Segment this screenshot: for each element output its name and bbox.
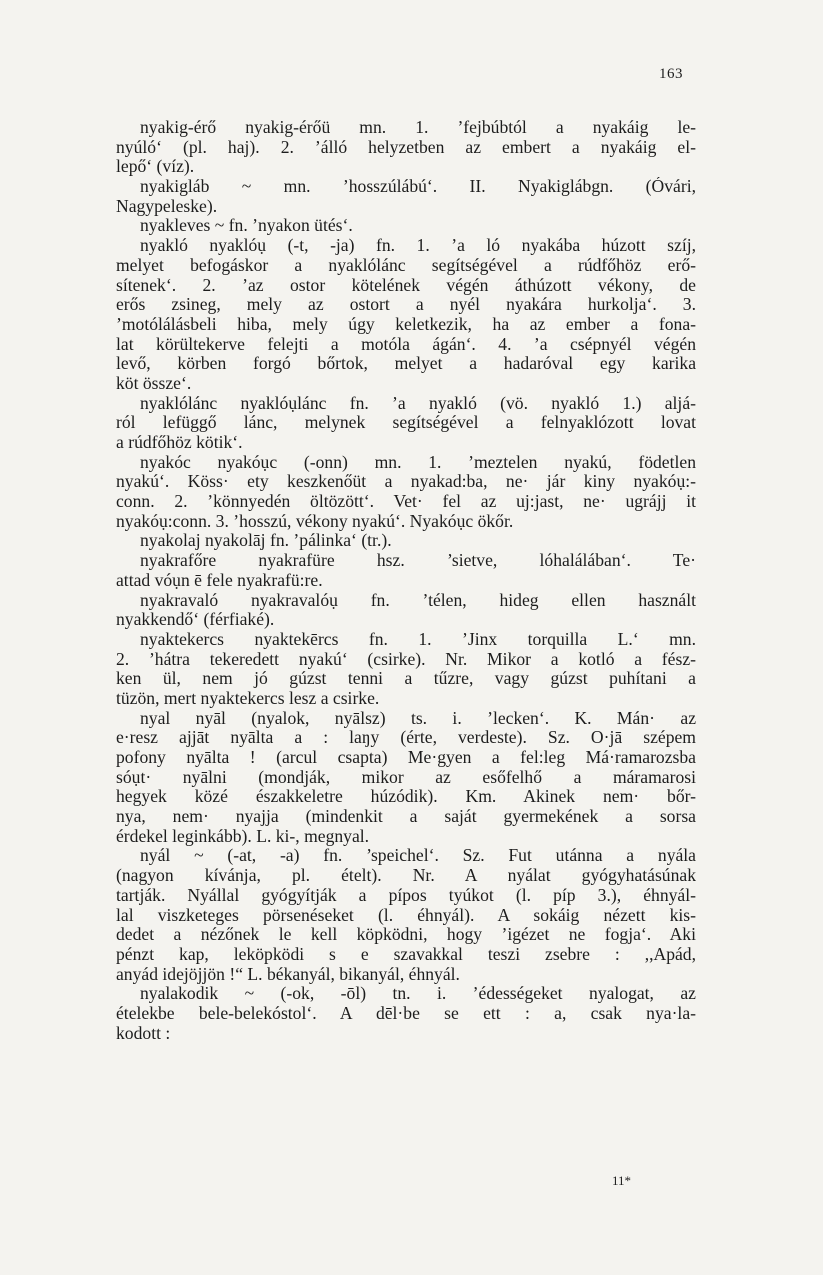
- text-line: lat körültekerve felejti a motóla ágán‘. 4. ’a csépnyél végén: [116, 334, 696, 354]
- text-line: nyúló‘ (pl. haj). 2. ’álló helyzetben az embert a nyakáig el-: [116, 137, 696, 157]
- text-line: pofony nyālta ! (arcul csapta) Me·gyen a fel:leg Má·ramarozsba: [116, 748, 696, 767]
- text-line: nyakkendő‘ (férfiaké).: [116, 610, 275, 630]
- text-line: ról lefüggő lánc, melynek segítségével a felnyaklózott lovat: [116, 413, 696, 433]
- text-line: ételekbe bele-belekóstol‘. A dēl·be se ett : a, csak nya·la-: [116, 1003, 696, 1023]
- text-line: ’motólálásbeli hiba, mely úgy keletkezik, ha az ember a fona-: [116, 314, 696, 334]
- text-line: anyád idejöjjön !“ L. békanyál, bikanyál, éhnyál.: [116, 964, 460, 984]
- signature-mark: 11*: [612, 1173, 632, 1188]
- text-line: nyakravaló nyakravalóụ fn. ’télen, hideg ellen használt: [140, 590, 696, 610]
- text-line: nyal nyāl (nyalok, nyālsz) ts. i. ’lecken‘. K. Mán· az: [140, 708, 696, 728]
- text-line: levő, körben forgó bőrtok, melyet a hadaróval egy karika: [116, 354, 696, 374]
- text-line: sóụt· nyālni (mondják, mikor az esőfelhő a máramarosi: [116, 767, 696, 787]
- text-line: (nagyon kívánja, pl. ételt). Nr. A nyálat gyógyhatásúnak: [116, 866, 696, 886]
- text-line: e·resz ajjāt nyālta a : laŋy (érte, verdeste). Sz. O·jā szépem: [116, 728, 696, 748]
- text-line: nyakigláb ~ mn. ’hosszúlábú‘. II. Nyakiglábgn. (Óvári,: [140, 177, 696, 197]
- text-line: érdekel leginkább). L. ki-, megnyal.: [116, 826, 370, 846]
- text-line: nya, nem· nyajja (mindenkit a saját gyermekének a sorsa: [116, 807, 696, 827]
- text-line: attad vóụn ē fele nyakrafü:re.: [116, 570, 323, 590]
- text-line: nyál ~ (-at, -a) fn. ’speichel‘. Sz. Fut utánna a nyála: [140, 846, 696, 866]
- text-line: nyakló nyaklóụ (-t, -ja) fn. 1. ’a ló nyakába húzott szíj,: [140, 236, 696, 256]
- text-line: nyakrafőre nyakrafüre hsz. ’sietve, lóhalálában‘. Te·: [140, 551, 696, 571]
- text-line: erős zsineg, mely az ostort a nyél nyakára hurkolja‘. 3.: [116, 295, 696, 315]
- text-line: nyalakodik ~ (-ok, -ōl) tn. i. ’édességeket nyalogat, az: [140, 984, 696, 1004]
- dictionary-text: [116, 118, 696, 1043]
- text-line: nyakóụ:conn. 3. ’hosszú, vékony nyakú‘. Nyakóục ökőr.: [116, 511, 514, 531]
- text-line: lal viszketeges pörsenéseket (l. éhnyál). A sokáig nézett kis-: [116, 905, 696, 925]
- text-line: conn. 2. ’könnyedén öltözött‘. Vet· fel az uj:jast, ne· ugrájj it: [116, 492, 696, 512]
- text-line: sítenek‘. 2. ’az ostor kötelének végén áthúzott vékony, de: [116, 275, 696, 295]
- text-line: nyakóc nyakóục (-onn) mn. 1. ’meztelen nyakú, födetlen: [140, 452, 696, 472]
- text-line: tartják. Nyállal gyógyítják a pípos tyúkot (l. píp 3.), éhnyál-: [116, 885, 696, 905]
- text-line: nyaktekercs nyaktekērcs fn. 1. ’Jinx torquilla L.‘ mn.: [140, 629, 696, 649]
- text-line: ken ül, nem jó gúzst tenni a tűzre, vagy gúzst puhítani a: [116, 669, 696, 689]
- text-line: pénzt kap, leköpködi s e szavakkal teszi zsebre : ,,Apád,: [116, 944, 696, 964]
- text-line: kodott :: [116, 1023, 171, 1043]
- text-line: Nagypeleske).: [116, 196, 218, 216]
- page-number: 163: [659, 66, 683, 82]
- text-line: nyakleves ~ fn. ’nyakon ütés‘.: [140, 216, 353, 236]
- text-line: tüzön, mert nyaktekercs lesz a csirke.: [116, 688, 380, 708]
- text-line: a rúdfőhöz kötik‘.: [116, 433, 243, 452]
- text-line: melyet befogáskor a nyaklólánc segítségével a rúdfőhöz erő-: [116, 255, 696, 275]
- text-line: hegyek közé északkeletre húzódik). Km. Akinek nem· bőr-: [116, 787, 696, 807]
- text-line: nyakolaj nyakolāj fn. ’pálinka‘ (tr.).: [140, 531, 392, 551]
- text-line: 2. ’hátra tekeredett nyakú‘ (csirke). Nr. Mikor a kotló a fész-: [116, 649, 696, 669]
- text-line: nyakig-érő nyakig-érőü mn. 1. ’fejbúbtól a nyakáig le-: [140, 118, 696, 137]
- text-line: dedet a nézőnek le kell köpködni, hogy ’igézet ne fogja‘. Aki: [116, 925, 696, 945]
- text-line: köt össze‘.: [116, 373, 192, 393]
- text-line: nyaklólánc nyaklóụlánc fn. ’a nyakló (vö. nyakló 1.) aljá-: [140, 393, 696, 413]
- text-line: nyakú‘. Köss· ety keszkenőüt a nyakad:ba, ne· jár kiny nyakóụ:-: [116, 472, 696, 492]
- text-line: lepő‘ (víz).: [116, 157, 195, 177]
